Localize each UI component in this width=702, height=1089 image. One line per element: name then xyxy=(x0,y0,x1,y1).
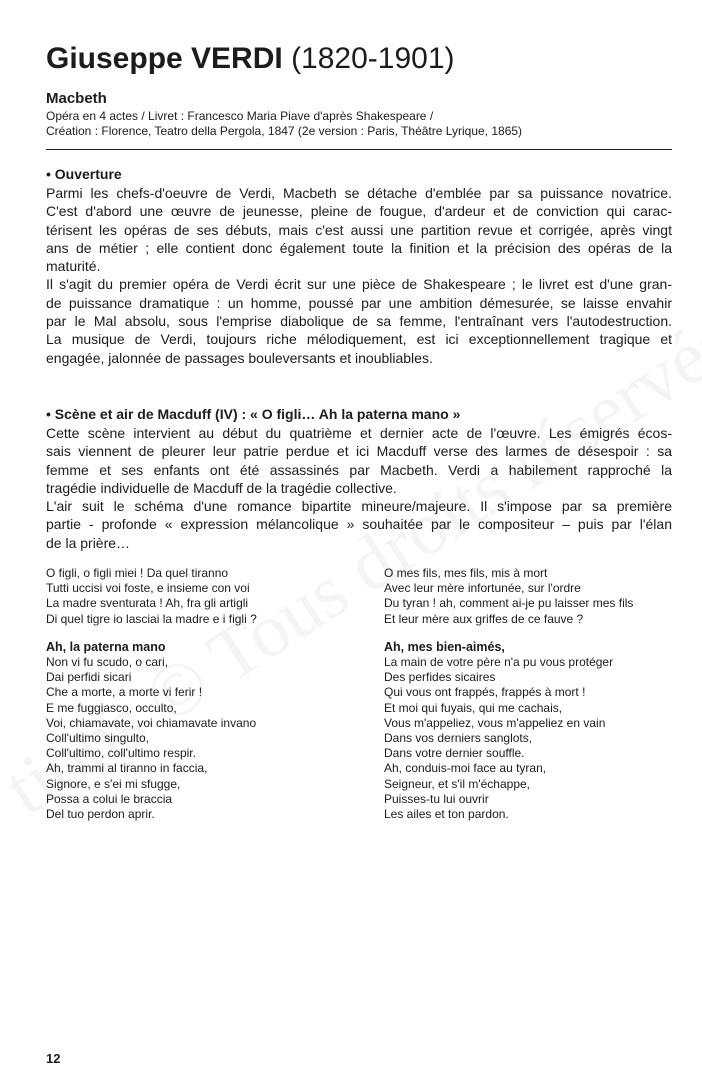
verse-line: Qui vous ont frappés, frappés à mort ! xyxy=(384,685,586,700)
verse-line: Dans votre dernier souffle. xyxy=(384,746,525,761)
paragraph xyxy=(46,275,672,366)
section-body-ouverture xyxy=(46,184,672,367)
verse-line: Des perfides sicaires xyxy=(384,670,496,685)
verse-line: Ah, trammi al tiranno in faccia, xyxy=(46,761,208,776)
text-line: de puissance dramatique : un homme, poussé par une ambition démesurée, se laisse envahir xyxy=(46,294,672,311)
verse-line: Du tyran ! ah, comment ai-je pu laisser mes fils xyxy=(384,596,634,611)
verse-line: Voi, chiamavate, voi chiamavate invano xyxy=(46,715,257,730)
verse-line: E me fuggiasco, occulto, xyxy=(46,700,177,715)
paragraph xyxy=(46,497,672,552)
verse-line: Del tuo perdon aprir. xyxy=(46,807,155,822)
section-heading-macduff: • Scène et air de Macduff (IV) : « O figli… Ah la paterna mano » xyxy=(46,406,461,422)
verse-line: Signore, e s'ei mi sfugge, xyxy=(46,776,181,791)
verse-line: Les ailes et ton pardon. xyxy=(384,807,509,822)
text-line: par le Mal absolu, sous l'emprise diabolique de sa femme, l'entraînant vers l'autodestruction. xyxy=(46,313,672,330)
verse-line: Che a morte, a morte vi ferir ! xyxy=(46,685,203,700)
text-line: sais viennent de pleurer leur patrie perdue et ici Macduff verse des larmes de désespoir : sa xyxy=(46,443,672,460)
text-line: maturité. xyxy=(46,258,101,275)
verse-line: Avec leur mère infortunée, sur l'ordre xyxy=(384,581,581,596)
stanza-title: Ah, mes bien-aimés, xyxy=(384,639,505,654)
verse-line: Coll'ultimo, coll'ultimo respir. xyxy=(46,746,196,761)
text-line: partie - profonde « expression mélancolique » souhaitée par le compositeur – puis par l'élan xyxy=(46,516,672,533)
stanza xyxy=(384,566,684,627)
page-number: 12 xyxy=(46,1051,61,1066)
verse-line: La main de votre père n'a pu vous protéger xyxy=(384,655,614,670)
stanza-title: Ah, la paterna mano xyxy=(46,639,166,654)
verse-line: Ah, conduis-moi face au tyran, xyxy=(384,761,547,776)
paragraph xyxy=(46,184,672,275)
paragraph xyxy=(46,424,672,497)
text-line: de la prière… xyxy=(46,534,131,551)
verse-line: Et moi qui fuyais, qui me cachais, xyxy=(384,700,563,715)
text-line: La musique de Verdi, toujours riche mélodiquement, est ici exceptionnellement tragique et xyxy=(46,331,672,348)
divider xyxy=(46,149,672,150)
verse-line: Coll'ultimo singulto, xyxy=(46,731,150,746)
stanza xyxy=(46,566,366,627)
text-line: Parmi les chefs-d'oeuvre de Verdi, Macbeth se détache d'emblée par sa puissance novatrice. xyxy=(46,185,672,201)
page-title xyxy=(46,40,455,78)
text-line: engagée, jalonnée de passages bouleversants et inoubliables. xyxy=(46,349,433,366)
text-line: L'air suit le schéma d'une romance bipartite mineure/majeure. Il s'impose par sa première xyxy=(46,498,672,515)
text-line: C'est d'abord une œuvre de jeunesse, pleine de fougue, d'ardeur et de conviction qui carac- xyxy=(46,203,672,220)
verse-line: Non vi fu scudo, o cari, xyxy=(46,655,169,670)
section-heading-ouverture: • Ouverture xyxy=(46,166,122,182)
verse-line: Vous m'appeliez, vous m'appeliez en vain xyxy=(384,715,606,730)
text-line: femme et ses enfants ont été assassinés par Macbeth. Verdi a habilement rapproché la xyxy=(46,461,672,478)
text-line: Cette scène intervient au début du quatrième et dernier acte de l'œuvre. Les émigrés écos- xyxy=(46,425,672,441)
credits-line: Opéra en 4 actes / Livret : Francesco Maria Piave d'après Shakespeare / xyxy=(46,109,434,123)
work-title: Macbeth xyxy=(46,90,107,107)
verse-line: Dans vos derniers sanglots, xyxy=(384,731,533,746)
text-line: térisent les opéras de ses débuts, mais c'est aussi une partition revue et corrigée, après vingt xyxy=(46,221,672,238)
text-line: ans de métier ; elle contient donc également toute la finition et la précision des opéras de la xyxy=(46,239,672,256)
stanza xyxy=(46,640,366,822)
section-body-macduff xyxy=(46,424,672,552)
work-credits xyxy=(46,109,522,139)
verse-line: Possa a colui le braccia xyxy=(46,791,173,806)
verse-line: O mes fils, mes fils, mis à mort xyxy=(384,566,548,580)
credits-line: Création : Florence, Teatro della Pergola, 1847 (2e version : Paris, Théâtre Lyrique, 1865) xyxy=(46,124,523,138)
stanza xyxy=(384,640,684,822)
text-line: tragédie individuelle de Macduff de la tragédie collective. xyxy=(46,479,397,496)
composer-dates: (1820-1901) xyxy=(291,42,455,75)
verse-line: Puisses-tu lui ouvrir xyxy=(384,791,489,806)
verse-line: Et leur mère aux griffes de ce fauve ? xyxy=(384,611,584,626)
verse-line: Tutti uccisi voi foste, e insieme con voi xyxy=(46,581,250,596)
lyrics-italian xyxy=(46,566,366,835)
text-line: Il s'agit du premier opéra de Verdi écrit sur une pièce de Shakespeare ; le livret est d'une gran- xyxy=(46,276,672,293)
verse-line: La madre sventurata ! Ah, fra gli artigli xyxy=(46,596,249,611)
lyrics-french xyxy=(384,566,684,835)
verse-line: Seigneur, et s'il m'échappe, xyxy=(384,776,531,791)
verse-line: Dai perfidi sicari xyxy=(46,670,132,685)
composer-name: Giuseppe VERDI xyxy=(46,42,283,75)
verse-line: Di quel tigre io lasciai la madre e i figli ? xyxy=(46,611,257,626)
verse-line: O figli, o figli miei ! Da quel tiranno xyxy=(46,566,229,580)
